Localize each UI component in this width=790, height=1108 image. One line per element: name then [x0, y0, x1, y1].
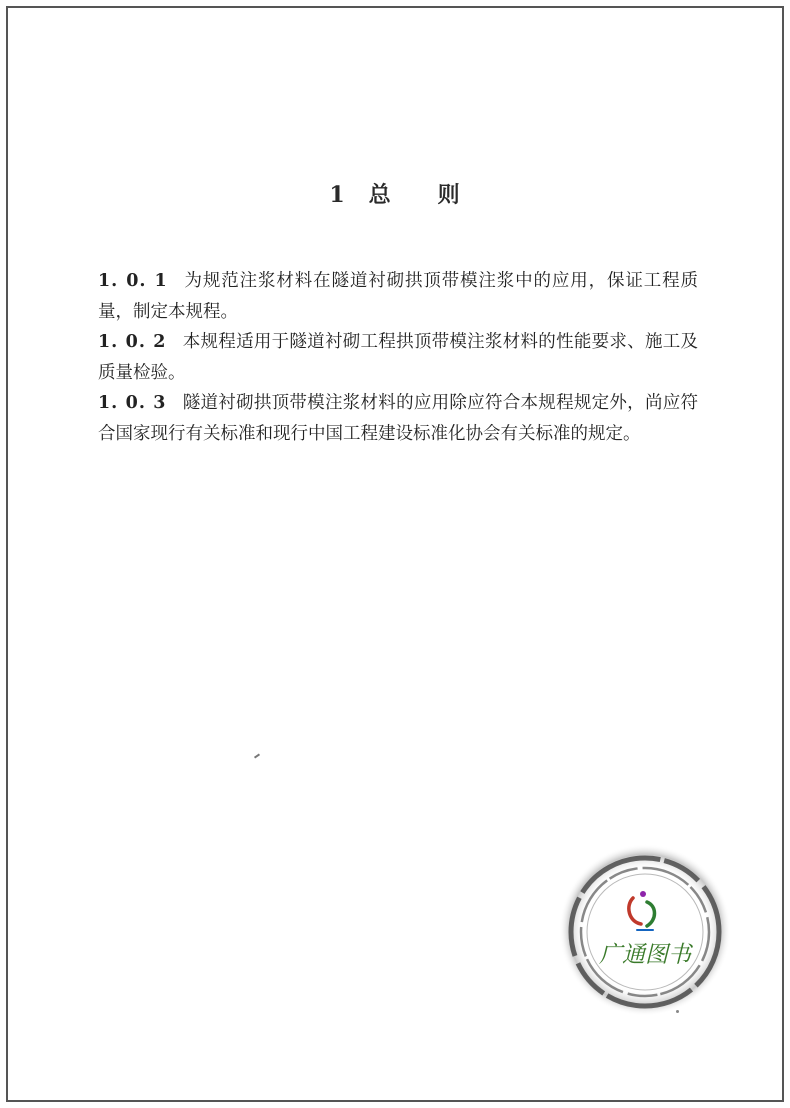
chapter-title	[0, 178, 790, 209]
clause-1-0-3	[98, 388, 698, 449]
clause-text: 本规程适用于隧道衬砌工程拱顶带模注浆材料的性能要求、施工及质量检验。	[98, 332, 699, 383]
clause-text: 隧道衬砌拱顶带模注浆材料的应用除应符合本规程规定外，尚应符合国家现行有关标准和现行中国工程建设标准化协会有关标准的规定。	[98, 393, 699, 444]
clause-text: 为规范注浆材料在隧道衬砌拱顶带模注浆中的应用，保证工程质量，制定本规程。	[98, 271, 698, 322]
publisher-seal	[555, 840, 735, 1020]
chapter-number: 1	[329, 182, 346, 208]
clause-number: 1. 0. 1	[98, 271, 168, 291]
chapter-title-text: 总 则	[368, 182, 461, 208]
clause-number: 1. 0. 2	[98, 332, 167, 352]
seal-text: 广通图书	[599, 942, 691, 967]
clause-list	[98, 266, 698, 449]
clause-1-0-1	[98, 266, 698, 327]
clause-number: 1. 0. 3	[98, 393, 167, 413]
clause-1-0-2	[98, 327, 698, 388]
